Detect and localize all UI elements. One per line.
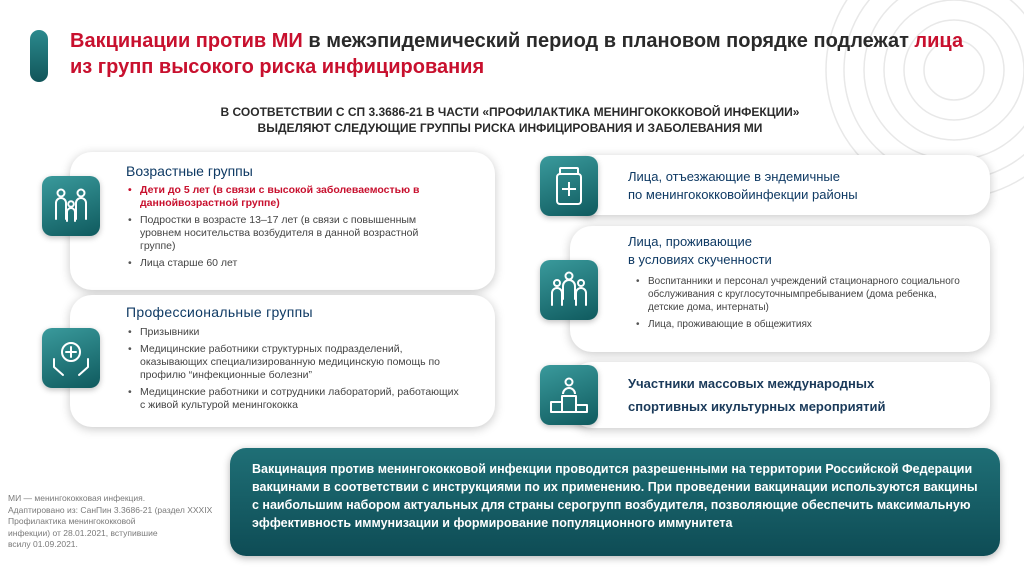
- subtitle: [160, 104, 860, 136]
- prof-groups-title: Профессиональные группы: [126, 304, 313, 320]
- list-item: • Дети до 5 лет (в связи с высокой заболеваемостью в даннойвозрастной группе): [126, 184, 456, 210]
- page-title: [70, 28, 970, 80]
- vaccination-info-box: [230, 448, 1000, 556]
- list-item: • Воспитанники и персонал учреждений стационарного социального обслуживания с круглосуточнымпребыванием (дома ребенка, детские дома, интернаты): [634, 275, 964, 314]
- crowded-line-1: Лица, проживающие: [628, 234, 752, 249]
- vaccination-info-text: Вакцинация против менингококковой инфекции проводится разрешенными на территории Российской Федерации вакцинами в соответствии с инструкциями по их применению. При проведении вакцинации используются вакцины с наибольшим набором актуальных для страны серогрупп возбудителя, позволяющие обеспечить максимальную эффективность иммунизации и формирование популяционного иммунитета: [252, 462, 978, 530]
- medicine-jar-icon: [540, 156, 598, 216]
- footnote-line-1: МИ — менингококковая инфекция.: [8, 493, 146, 503]
- list-item: • Подростки в возрасте 13–17 лет (в связи с повышенным уровнем носительства возбудителя в данной возрастной группе): [126, 214, 456, 253]
- travelers-title: [628, 168, 858, 204]
- crowded-title: [628, 233, 772, 269]
- title-middle: в межэпидемический период в плановом порядке подлежат: [302, 30, 915, 52]
- crowded-list: [634, 275, 964, 335]
- footnote: [8, 493, 218, 551]
- footnote-line-5: всилу 01.09.2021.: [8, 539, 78, 549]
- family-icon: [42, 176, 100, 236]
- title-red-2: лица из групп высокого риска инфицирования: [70, 30, 964, 78]
- events-line-2: спортивных икультурных мероприятий: [628, 399, 886, 414]
- list-item: • Медицинские работники и сотрудники лабораторий, работающих с живой культурой менингококка: [126, 386, 466, 412]
- events-title: [628, 374, 886, 417]
- hands-medical-cross-icon: [42, 328, 100, 388]
- list-item: • Призывники: [126, 326, 466, 339]
- footnote-line-4: инфекции) от 28.01.2021, вступившие: [8, 527, 158, 538]
- list-item: • Лица старше 60 лет: [126, 257, 456, 270]
- crowded-line-2: в условиях скученности: [628, 252, 772, 267]
- subtitle-line-1: В СООТВЕТСТВИИ С СП 3.3686-21 В ЧАСТИ «ПРОФИЛАКТИКА МЕНИНГОКОККОВОЙ ИНФЕКЦИИ»: [220, 105, 800, 119]
- travelers-line-2: по менингококковойинфекции районы: [628, 187, 858, 202]
- travelers-line-1: Лица, отъезжающие в эндемичные: [628, 169, 840, 184]
- subtitle-line-2: ВЫДЕЛЯЮТ СЛЕДУЮЩИЕ ГРУППЫ РИСКА ИНФИЦИРОВАНИЯ И ЗАБОЛЕВАНИЯ МИ: [257, 121, 763, 135]
- footnote-line-2: Адаптировано из: СанПин 3.3686-21 (раздел XXXIX: [8, 504, 213, 515]
- list-item: • Медицинские работники структурных подразделений, оказывающих специализированную медицинскую помощь по профилю “инфекционные болезни”: [126, 343, 466, 382]
- title-accent-bar: [30, 30, 48, 82]
- podium-icon: [540, 365, 598, 425]
- footnote-line-3: Профилактика менингококковой: [8, 516, 136, 526]
- list-item: • Лица, проживающие в общежитиях: [634, 318, 964, 331]
- prof-groups-list: [126, 326, 466, 416]
- age-groups-title: Возрастные группы: [126, 163, 253, 179]
- title-red-1: Вакцинации против МИ: [70, 30, 303, 52]
- group-people-icon: [540, 260, 598, 320]
- events-line-1: Участники массовых международных: [628, 376, 875, 391]
- age-groups-list: [126, 184, 456, 274]
